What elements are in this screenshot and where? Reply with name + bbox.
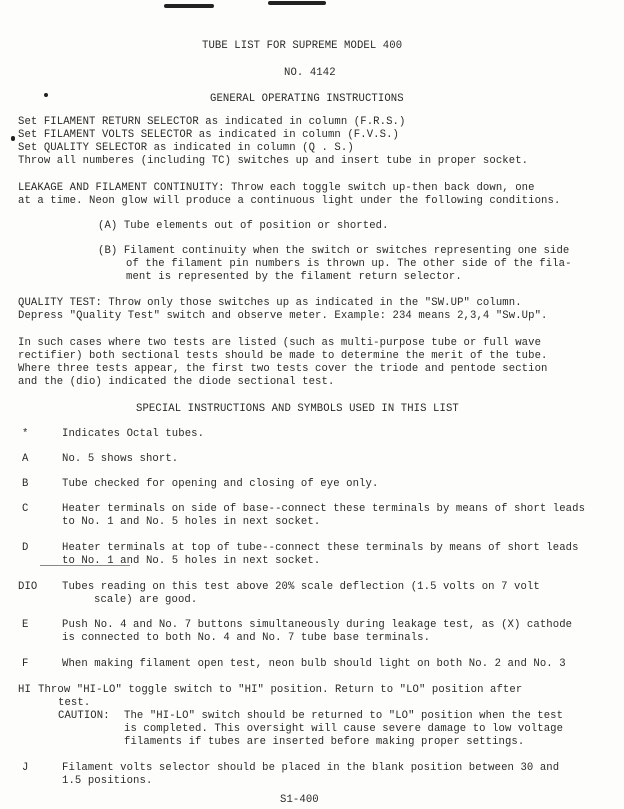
document-title: TUBE LIST FOR SUPREME MODEL 400 (202, 40, 403, 52)
symbol-code: C (22, 503, 29, 515)
quality-line: QUALITY TEST: Throw only those switches up as indicated in the "SW.UP" column. (18, 297, 522, 309)
symbol-code: B (22, 478, 29, 490)
leakage-item-b: of the filament pin numbers is thrown up. The other side of the fila- (126, 258, 572, 270)
symbol-text: Tube checked for opening and closing of eye only. (62, 478, 379, 490)
symbol-code: DIO (18, 581, 38, 593)
multi-line: In such cases where two tests are listed (such as multi-purpose tube or full wave (18, 337, 542, 349)
symbol-text: Push No. 4 and No. 7 buttons simultaneously during leakage test, as (X) cathode (62, 619, 573, 631)
symbol-text: to No. 1 and No. 5 holes in next socket. (62, 516, 321, 528)
setup-line: Set FILAMENT RETURN SELECTOR as indicated in column (F.R.S.) (18, 116, 406, 128)
symbol-text: is connected to both No. 4 and No. 7 tube base terminals. (62, 632, 431, 644)
symbol-text: When making filament open test, neon bulb should light on both No. 2 and No. 3 (62, 658, 566, 670)
symbol-text: test. (58, 697, 91, 709)
document-number: NO. 4142 (284, 67, 336, 79)
symbol-text: scale) are good. (94, 594, 198, 606)
symbol-text: 1.5 positions. (62, 775, 153, 787)
symbol-text: No. 5 shows short. (62, 453, 179, 465)
symbol-text: to No. 1 and No. 5 holes in next socket. (62, 555, 321, 567)
scan-mark (164, 4, 214, 8)
symbol-text: Filament volts selector should be placed in the blank position between 30 and (62, 762, 560, 774)
leakage-item-b: ment is represented by the filament return selector. (126, 271, 462, 283)
multi-line: Where three tests appear, the first two tests cover the triode and pentode section (18, 363, 548, 375)
scan-mark (268, 1, 326, 5)
symbol-code: * (22, 428, 29, 440)
scan-mark (44, 93, 48, 97)
symbol-code: A (22, 453, 29, 465)
symbol-text: Heater terminals on side of base--connect these terminals by means of short leads (62, 503, 586, 515)
symbol-text: Tubes reading on this test above 20% scale deflection (1.5 volts on 7 volt (62, 581, 540, 593)
caution-text: The "HI-LO" switch should be returned to "LO" position when the test (124, 710, 564, 722)
setup-line: Throw all numberes (including TC) switches up and insert tube in proper socket. (18, 155, 529, 167)
symbol-text: Indicates Octal tubes. (62, 428, 205, 440)
caution-text: is completed. This oversight will cause severe damage to low voltage (124, 723, 564, 735)
quality-line: Depress "Quality Test" switch and observe meter. Example: 234 means 2,3,4 "Sw.Up". (18, 310, 548, 322)
symbol-code: F (22, 658, 29, 670)
setup-line: Set QUALITY SELECTOR as indicated in column (Q . S.) (18, 142, 354, 154)
scan-mark (11, 136, 15, 141)
caution-label: CAUTION: (58, 710, 110, 722)
caution-text: filaments if tubes are inserted before making proper settings. (124, 736, 525, 748)
symbol-code: J (22, 762, 29, 774)
symbol-text: Throw "HI-LO" toggle switch to "HI" position. Return to "LO" position after (38, 684, 523, 696)
leakage-line: at a time. Neon glow will produce a continuous light under the following conditions. (18, 195, 561, 207)
symbol-text: Heater terminals at top of tube--connect these terminals by means of short leads (62, 542, 579, 554)
multi-line: and the (dio) indicated the diode sectional test. (18, 376, 335, 388)
leakage-item-a: (A) Tube elements out of position or shorted. (98, 220, 389, 232)
symbol-code: E (22, 619, 29, 631)
symbol-code: D (22, 542, 29, 554)
page-footer: S1-400 (280, 794, 319, 806)
section-heading: GENERAL OPERATING INSTRUCTIONS (210, 93, 404, 105)
symbol-code: HI (18, 684, 31, 696)
special-heading: SPECIAL INSTRUCTIONS AND SYMBOLS USED IN THIS LIST (136, 403, 459, 415)
leakage-line: LEAKAGE AND FILAMENT CONTINUITY: Throw each toggle switch up-then back down, one (18, 182, 535, 194)
leakage-item-b: (B) Filament continuity when the switch or switches representing one side (98, 245, 570, 257)
multi-line: rectifier) both sectional tests should be made to determine the merit of the tube. (18, 350, 548, 362)
setup-line: Set FILAMENT VOLTS SELECTOR as indicated in column (F.V.S.) (18, 129, 399, 141)
